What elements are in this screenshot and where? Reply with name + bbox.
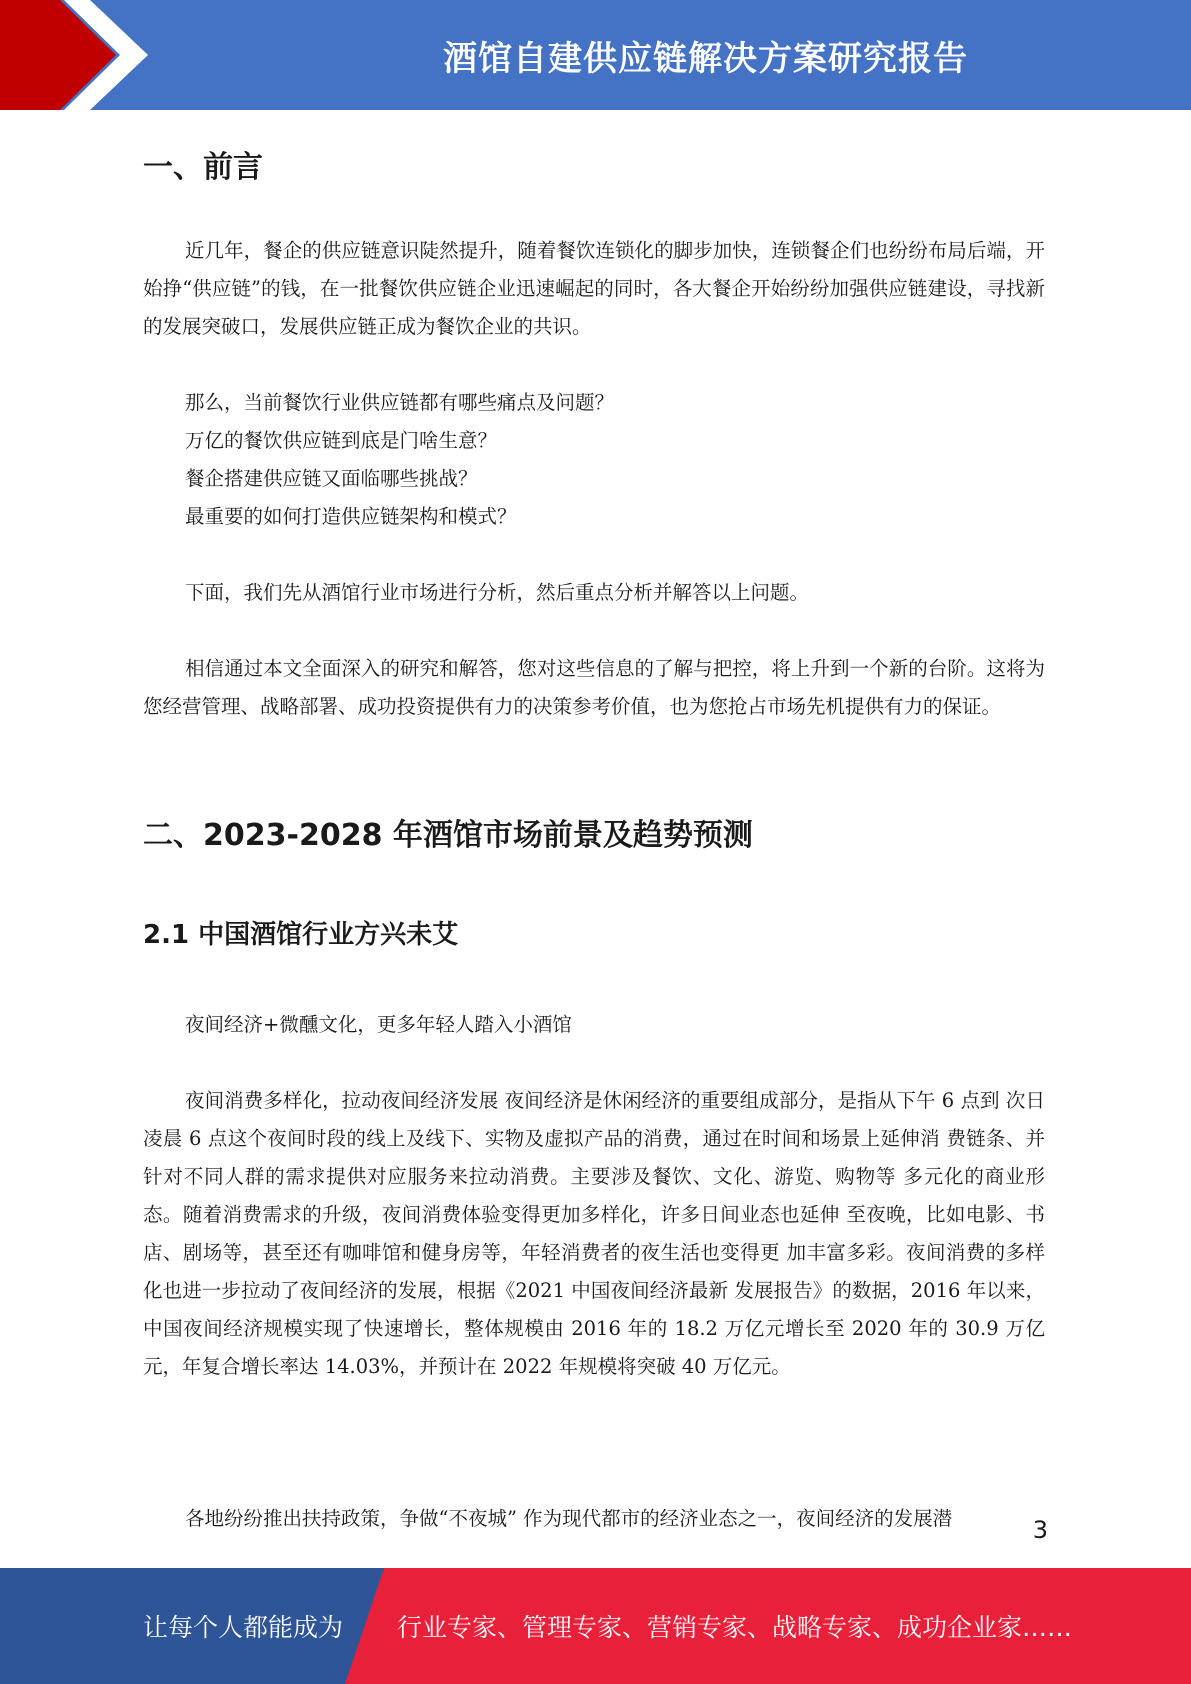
- question-2: 万亿的餐饮供应链到底是门啥生意？: [185, 429, 498, 452]
- header-arrow-decoration: [0, 0, 160, 110]
- footer-slogan-right: 行业专家、管理专家、营销专家、战略专家、成功企业家……: [397, 1613, 1073, 1642]
- report-title: 酒馆自建供应链解决方案研究报告: [443, 38, 968, 79]
- footer-slogan-left: 让每个人都能成为: [143, 1613, 344, 1642]
- section-heading-market-outlook: 二、2023-2028 年酒馆市场前景及趋势预测: [143, 818, 753, 853]
- subsection-heading-2-1: 2.1 中国酒馆行业方兴未艾: [143, 920, 459, 950]
- night-economy-paragraph: 夜间消费多样化，拉动夜间经济发展 夜间经济是休闲经济的重要组成部分，是指从下午 6 点到 次日凌晨 6 点这个夜间时段的线上及线下、实物及虚拟产品的消费，通过在时间和场景上延伸消 费链条、并针对不同人群的需求提供对应服务来拉动消费。主要涉及餐饮、文化、游览、购物等 多元化的商业形态。随着消费需求的升级，夜间消费体验变得更加多样化，许多日间业态也延伸 至夜晚，比如电影、书店、剧场等，甚至还有咖啡馆和健身房等，年轻消费者的夜生活也变得更 加丰富多彩。夜间消费的多样化也进一步拉动了夜间经济的发展，根据《2021 中国夜间经济最新 发展报告》的数据，2016 年以来，中国夜间经济规模实现了快速增长，整体规模由 2016 年的 18.2 万亿元增长至 2020 年的 30.9 万亿元，年复合增长率达 14.03%，并预计在 2022 年规模将突破 40 万亿元。: [143, 1089, 1045, 1378]
- preface-paragraph-3: 相信通过本文全面深入的研究和解答，您对这些信息的了解与把控，将上升到一个新的台阶。这将为您经营管理、战略部署、成功投资提供有力的决策参考价值，也为您抢占市场先机提供有力的保证。: [143, 657, 1045, 718]
- page-number: 3: [1032, 1516, 1048, 1544]
- question-3: 餐企搭建供应链又面临哪些挑战？: [185, 467, 478, 490]
- preface-paragraph-2: 下面，我们先从酒馆行业市场进行分析，然后重点分析并解答以上问题。: [185, 581, 810, 604]
- policy-paragraph: 各地纷纷推出扶持政策，争做“不夜城” 作为现代都市的经济业态之一，夜间经济的发展潜: [185, 1507, 953, 1530]
- question-4: 最重要的如何打造供应链架构和模式？: [185, 505, 517, 528]
- question-1: 那么，当前餐饮行业供应链都有哪些痛点及问题？: [185, 391, 615, 414]
- report-header: [0, 0, 1191, 110]
- subsection-lead: 夜间经济+微醺文化，更多年轻人踏入小酒馆: [185, 1013, 572, 1036]
- report-footer: [0, 1568, 1191, 1684]
- preface-paragraph-1: 近几年，餐企的供应链意识陡然提升，随着餐饮连锁化的脚步加快，连锁餐企们也纷纷布局后端，开始挣“供应链”的钱，在一批餐饮供应链企业迅速崛起的同时，各大餐企开始纷纷加强供应链建设，寻找新的发展突破口，发展供应链正成为餐饮企业的共识。: [143, 239, 1045, 338]
- section-heading-preface: 一、前言: [143, 150, 263, 185]
